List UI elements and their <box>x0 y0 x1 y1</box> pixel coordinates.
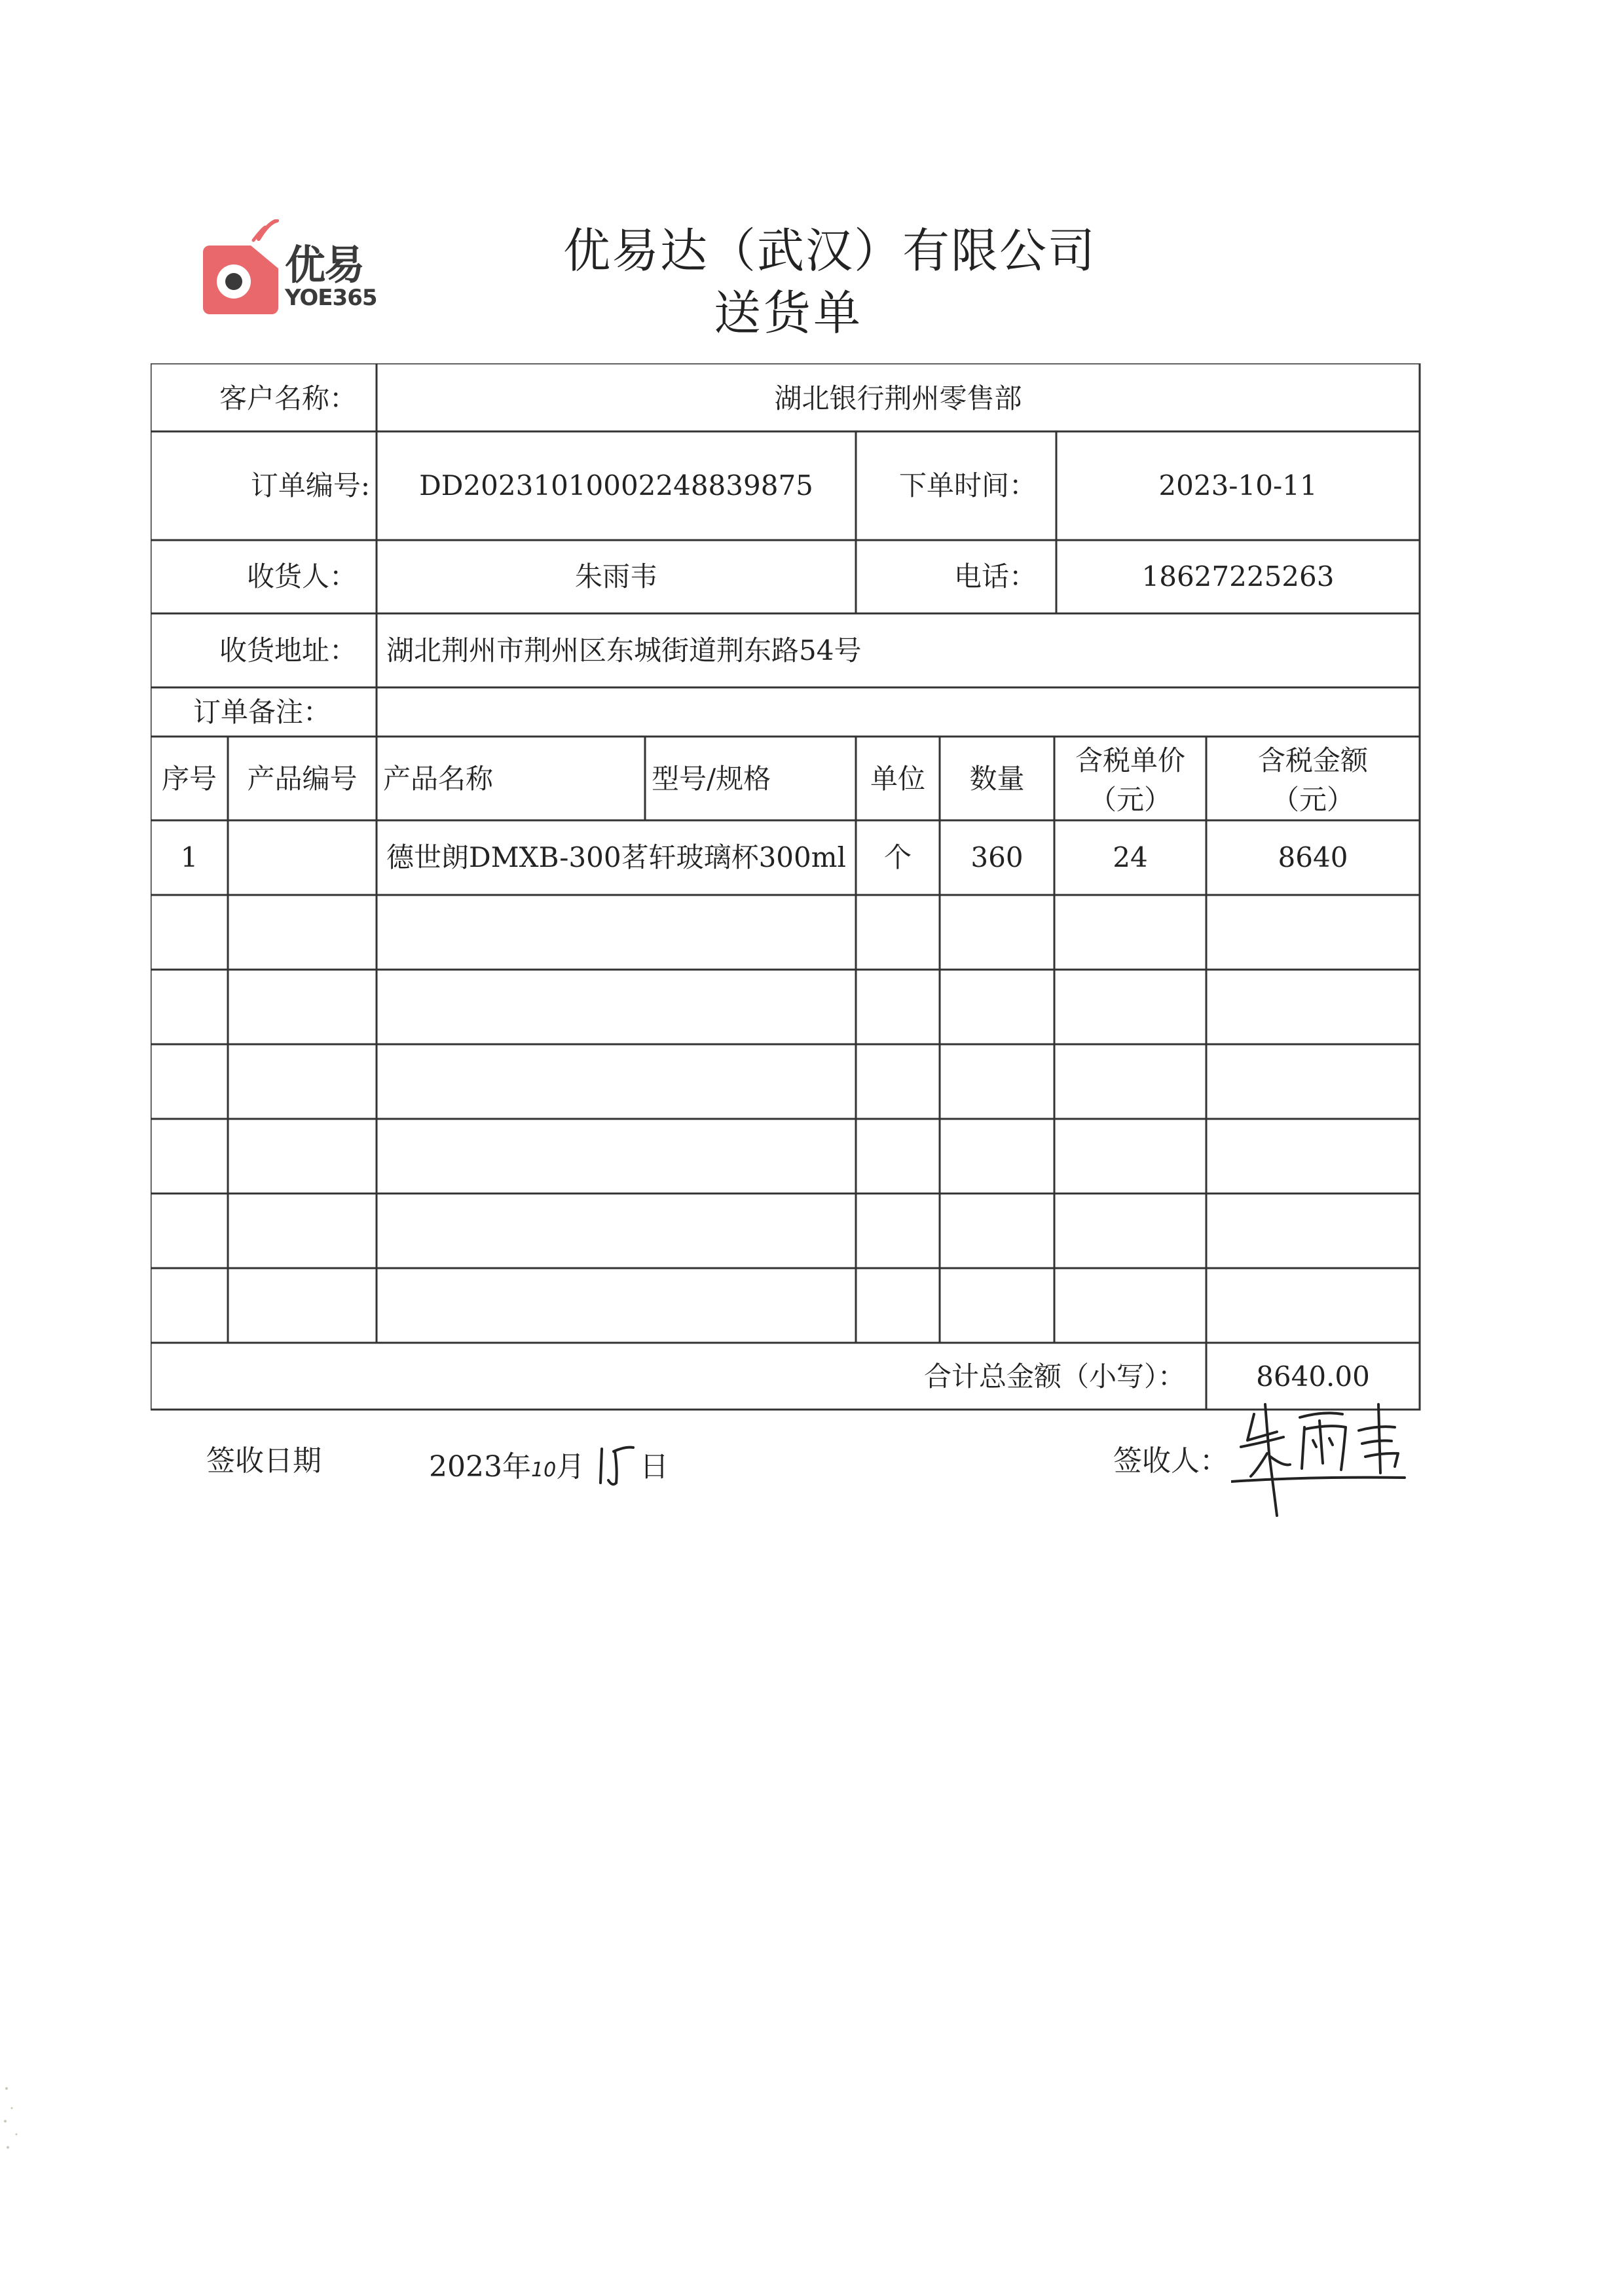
phone-label: 电话： <box>953 560 1037 592</box>
header-amount-unit: （元） <box>1271 784 1354 816</box>
header-model: 型号/规格 <box>652 763 771 795</box>
document-title: 送货单 <box>714 285 864 340</box>
signer-label: 签收人： <box>1113 1444 1228 1478</box>
logo-name-en: YOE365 <box>285 285 377 311</box>
sign-day-handwriting <box>594 1437 640 1489</box>
receiver-label: 收货人： <box>246 560 357 592</box>
header-unit: 单位 <box>870 763 925 795</box>
total-value: 8640.00 <box>1256 1360 1370 1393</box>
header-product-name: 产品名称 <box>383 763 494 795</box>
header-qty: 数量 <box>969 763 1025 795</box>
logo-tag-icon <box>200 219 285 318</box>
order-no-label: 订单编号: <box>250 469 370 501</box>
total-label: 合计总金额（小写）： <box>923 1360 1185 1393</box>
row1-qty: 360 <box>970 841 1024 873</box>
order-time-value: 2023-10-11 <box>1158 469 1318 501</box>
sign-date <box>429 1437 669 1489</box>
address-label: 收货地址： <box>219 634 357 666</box>
header-unit-price: 含税单价 <box>1075 744 1185 776</box>
row1-amount: 8640 <box>1278 841 1348 873</box>
sign-date-month-handwritten: 10 <box>530 1459 557 1482</box>
scan-artifact <box>0 2082 26 2160</box>
order-time-label: 下单时间： <box>898 469 1037 501</box>
company-logo <box>200 219 390 318</box>
header-unit-price-unit: （元） <box>1088 784 1172 816</box>
row1-unit-price: 24 <box>1113 841 1148 873</box>
logo-name-cn: 优易 <box>285 241 364 289</box>
company-title: 优易达（武汉）有限公司 <box>563 223 1097 278</box>
header-product-code: 产品编号 <box>247 763 358 795</box>
customer-value: 湖北银行荆州零售部 <box>774 382 1022 414</box>
sign-date-year: 2023年 <box>429 1450 531 1484</box>
phone-value: 18627225263 <box>1141 560 1335 592</box>
delivery-form <box>151 363 1421 1411</box>
row1-seq: 1 <box>180 841 198 873</box>
order-no-value: DD20231010002248839875 <box>419 469 813 501</box>
row1-product-name: 德世朗DMXB-300茗轩玻璃杯300ml <box>386 841 846 873</box>
header-seq: 序号 <box>161 763 217 795</box>
sign-date-day-label: 日 <box>640 1450 669 1484</box>
receiver-value: 朱雨韦 <box>574 560 657 592</box>
row1-unit: 个 <box>883 841 912 873</box>
handwritten-signature <box>1231 1391 1414 1522</box>
remark-label: 订单备注： <box>193 696 331 728</box>
sign-date-month-label: 月 <box>556 1450 585 1484</box>
sign-date-label: 签收日期 <box>206 1444 322 1478</box>
customer-label: 客户名称： <box>219 382 357 414</box>
address-value: 湖北荆州市荆州区东城街道荆东路54号 <box>386 634 862 666</box>
header-amount: 含税金额 <box>1257 744 1368 776</box>
form-grid <box>151 363 1421 1411</box>
